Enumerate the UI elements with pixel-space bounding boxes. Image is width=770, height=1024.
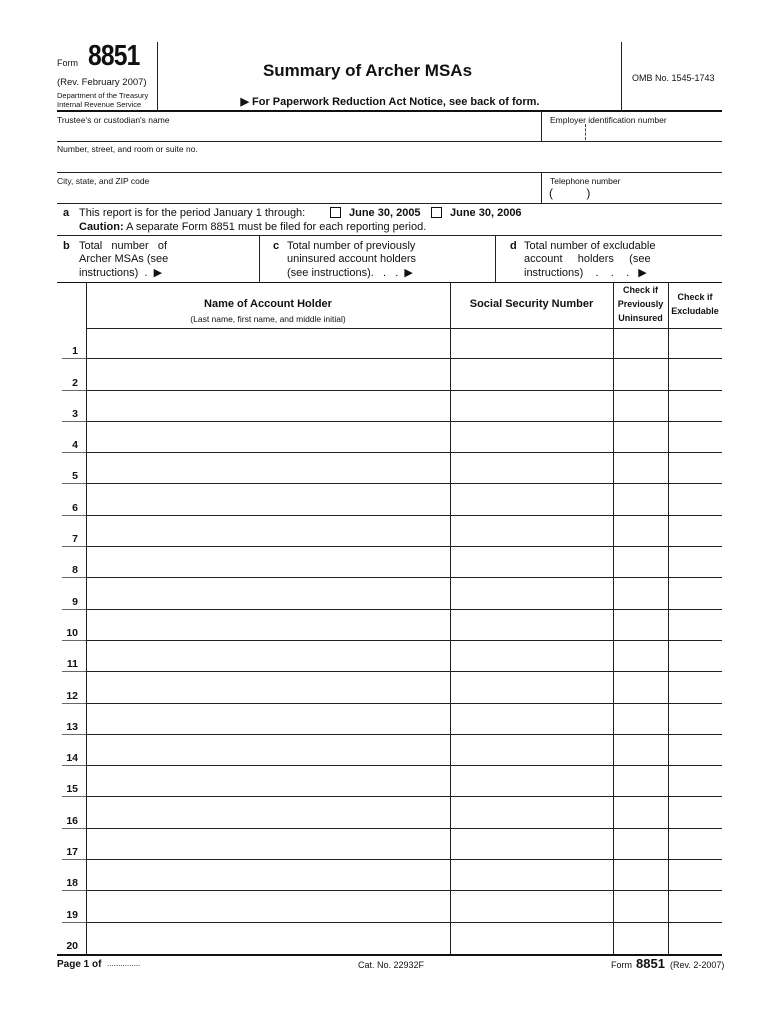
ssn-field[interactable] [450, 391, 613, 422]
previously-uninsured-checkbox[interactable] [613, 453, 668, 484]
catalog-number: Cat. No. 22932F [358, 960, 425, 970]
excludable-checkbox[interactable] [668, 516, 722, 547]
col-header-prev-1: Check if [622, 285, 658, 295]
omb-number: OMB No. 1545-1743 [632, 73, 715, 83]
row-number: 2 [72, 376, 78, 389]
account-holder-name-field[interactable] [86, 766, 450, 797]
ssn-field[interactable] [450, 359, 613, 390]
line-d-letter: d [510, 240, 517, 252]
row-number: 12 [66, 689, 78, 702]
ssn-field[interactable] [450, 547, 613, 578]
line-c-text-3: (see instructions). . . ▶ [287, 267, 413, 279]
ssn-field[interactable] [450, 328, 613, 359]
line-d-text-2: account holders (see [524, 253, 651, 265]
excludable-checkbox[interactable] [668, 798, 722, 829]
department-name: Department of the Treasury [57, 91, 149, 100]
footer-form-number: 8851 [636, 956, 665, 971]
col-header-prev-3: Uninsured [618, 313, 663, 323]
row-number: 1 [72, 345, 78, 358]
previously-uninsured-checkbox[interactable] [613, 798, 668, 829]
line-d-text-3: instructions) . . . ▶ [524, 267, 647, 279]
previously-uninsured-checkbox[interactable] [613, 422, 668, 453]
table-row [57, 516, 722, 547]
row-number: 7 [72, 533, 78, 546]
form-number: 8851 [88, 40, 140, 72]
table-row [57, 578, 722, 609]
ssn-field[interactable] [450, 422, 613, 453]
row-number: 19 [66, 908, 78, 921]
account-holder-name-field[interactable] [86, 422, 450, 453]
paperwork-notice: ▶ For Paperwork Reduction Act Notice, see back of form. [240, 96, 540, 108]
row-number: 3 [72, 407, 78, 420]
ein-field[interactable] [550, 126, 720, 140]
phone-label: Telephone number [550, 176, 621, 186]
excludable-checkbox[interactable] [668, 391, 722, 422]
excludable-checkbox[interactable] [668, 860, 722, 891]
table-row [57, 923, 722, 954]
account-holder-name-field[interactable] [86, 641, 450, 672]
previously-uninsured-checkbox[interactable] [613, 704, 668, 735]
previously-uninsured-checkbox[interactable] [613, 516, 668, 547]
city-label: City, state, and ZIP code [57, 176, 150, 186]
col-header-name-sub: (Last name, first name, and middle initial) [190, 314, 346, 324]
account-holder-name-field[interactable] [86, 891, 450, 922]
excludable-checkbox[interactable] [668, 891, 722, 922]
previously-uninsured-checkbox[interactable] [613, 391, 668, 422]
previously-uninsured-checkbox[interactable] [613, 891, 668, 922]
account-holder-name-field[interactable] [86, 485, 450, 516]
table-row [57, 672, 722, 703]
period-2006-label: June 30, 2006 [450, 207, 522, 219]
row-number: 11 [66, 658, 78, 671]
previously-uninsured-checkbox[interactable] [613, 359, 668, 390]
previously-uninsured-checkbox[interactable] [613, 485, 668, 516]
col-header-prev-2: Previously [617, 299, 664, 309]
form-revision: (Rev. February 2007) [57, 77, 147, 88]
row-number: 8 [72, 564, 78, 577]
caution-line [79, 221, 426, 233]
ein-label: Employer identification number [550, 115, 667, 125]
excludable-checkbox[interactable] [668, 829, 722, 860]
table-row [57, 391, 722, 422]
excludable-checkbox[interactable] [668, 735, 722, 766]
line-b-text-2: Archer MSAs (see [79, 253, 169, 265]
footer-form-word: Form [611, 960, 632, 970]
caution-text: A separate Form 8851 must be filed for each reporting period. [126, 221, 427, 233]
phone-field[interactable]: ( ) [549, 186, 591, 200]
table-row [57, 422, 722, 453]
table-row [57, 485, 722, 516]
table-row [57, 641, 722, 672]
table-row [57, 359, 722, 390]
table-row [57, 766, 722, 797]
ssn-field[interactable] [450, 891, 613, 922]
table-row [57, 891, 722, 922]
account-holder-name-field[interactable] [86, 829, 450, 860]
period-2005-checkbox[interactable] [330, 207, 341, 218]
row-number: 4 [72, 439, 78, 452]
col-header-name: Name of Account Holder [204, 298, 332, 310]
excludable-checkbox[interactable] [668, 704, 722, 735]
period-2005-label: June 30, 2005 [349, 207, 421, 219]
excludable-checkbox[interactable] [668, 485, 722, 516]
table-row [57, 829, 722, 860]
caution-label: Caution: [79, 221, 124, 233]
row-number: 5 [72, 470, 78, 483]
table-row [57, 798, 722, 829]
ssn-field[interactable] [450, 829, 613, 860]
previously-uninsured-checkbox[interactable] [613, 328, 668, 359]
account-holder-name-field[interactable] [86, 860, 450, 891]
previously-uninsured-checkbox[interactable] [613, 735, 668, 766]
line-c-text-2: uninsured account holders [287, 253, 417, 265]
account-holder-name-field[interactable] [86, 547, 450, 578]
previously-uninsured-checkbox[interactable] [613, 672, 668, 703]
line-d-input[interactable] [665, 236, 722, 282]
account-holder-name-field[interactable] [86, 359, 450, 390]
previously-uninsured-checkbox[interactable] [613, 578, 668, 609]
line-b-text-1: Total number of [79, 240, 168, 252]
previously-uninsured-checkbox[interactable] [613, 610, 668, 641]
city-field[interactable] [57, 188, 537, 202]
ssn-field[interactable] [450, 735, 613, 766]
ssn-field[interactable] [450, 704, 613, 735]
row-number: 6 [72, 501, 78, 514]
excludable-checkbox[interactable] [668, 766, 722, 797]
excludable-checkbox[interactable] [668, 578, 722, 609]
row-number: 17 [66, 846, 78, 859]
col-header-excl-2: Excludable [671, 306, 719, 316]
irs-name: Internal Revenue Service [57, 100, 142, 109]
footer-revision: (Rev. 2-2007) [670, 960, 725, 970]
ssn-field[interactable] [450, 453, 613, 484]
excludable-checkbox[interactable] [668, 422, 722, 453]
row-number: 20 [66, 939, 78, 952]
table-row [57, 735, 722, 766]
account-holder-name-field[interactable] [86, 453, 450, 484]
account-holder-name-field[interactable] [86, 516, 450, 547]
line-a-letter: a [63, 207, 70, 219]
previously-uninsured-checkbox[interactable] [613, 766, 668, 797]
account-holder-name-field[interactable] [86, 672, 450, 703]
page-total-field[interactable]: ............... [107, 959, 141, 968]
table-row [57, 328, 722, 359]
row-number: 14 [66, 752, 78, 765]
street-label: Number, street, and room or suite no. [57, 144, 198, 154]
excludable-checkbox[interactable] [668, 641, 722, 672]
previously-uninsured-checkbox[interactable] [613, 860, 668, 891]
account-holder-name-field[interactable] [86, 578, 450, 609]
line-c-text-1: Total number of previously [287, 240, 416, 252]
ssn-field[interactable] [450, 516, 613, 547]
row-number: 10 [66, 626, 78, 639]
account-holder-name-field[interactable] [86, 610, 450, 641]
excludable-checkbox[interactable] [668, 610, 722, 641]
line-b-input[interactable] [183, 236, 259, 282]
row-number: 13 [66, 720, 78, 733]
account-holder-name-field[interactable] [86, 798, 450, 829]
line-b-letter: b [63, 240, 70, 252]
trustee-field[interactable] [57, 126, 537, 140]
line-c-letter: c [273, 240, 280, 252]
line-a-text: This report is for the period January 1 through: [79, 207, 306, 219]
table-row [57, 453, 722, 484]
line-d-text-1: Total number of excludable [524, 240, 656, 252]
row-number: 15 [66, 783, 78, 796]
previously-uninsured-checkbox[interactable] [613, 923, 668, 954]
ssn-field[interactable] [450, 923, 613, 954]
ssn-field[interactable] [450, 766, 613, 797]
trustee-label: Trustee's or custodian's name [57, 115, 170, 125]
ssn-field[interactable] [450, 860, 613, 891]
row-number: 18 [66, 877, 78, 890]
ssn-field[interactable] [450, 798, 613, 829]
table-row [57, 547, 722, 578]
form-label: Form [57, 58, 78, 68]
ssn-field[interactable] [450, 641, 613, 672]
ssn-field[interactable] [450, 578, 613, 609]
line-b-text-3: instructions) . ▶ [79, 267, 163, 279]
street-field[interactable] [57, 156, 717, 170]
excludable-checkbox[interactable] [668, 359, 722, 390]
row-number: 16 [66, 814, 78, 827]
table-row [57, 860, 722, 891]
page-indicator: Page 1 of [57, 959, 102, 970]
period-2006-checkbox[interactable] [431, 207, 442, 218]
ssn-field[interactable] [450, 672, 613, 703]
previously-uninsured-checkbox[interactable] [613, 547, 668, 578]
col-header-excl-1: Check if [677, 292, 713, 302]
excludable-checkbox[interactable] [668, 328, 722, 359]
excludable-checkbox[interactable] [668, 453, 722, 484]
account-holder-name-field[interactable] [86, 704, 450, 735]
excludable-checkbox[interactable] [668, 923, 722, 954]
ssn-field[interactable] [450, 610, 613, 641]
ssn-field[interactable] [450, 485, 613, 516]
line-c-input[interactable] [432, 236, 495, 282]
previously-uninsured-checkbox[interactable] [613, 641, 668, 672]
account-holder-name-field[interactable] [86, 735, 450, 766]
account-holder-name-field[interactable] [86, 328, 450, 359]
excludable-checkbox[interactable] [668, 547, 722, 578]
account-holder-name-field[interactable] [86, 923, 450, 954]
previously-uninsured-checkbox[interactable] [613, 829, 668, 860]
form-title: Summary of Archer MSAs [262, 61, 473, 80]
col-header-ssn: Social Security Number [469, 298, 594, 310]
table-row [57, 704, 722, 735]
table-row [57, 610, 722, 641]
account-holder-name-field[interactable] [86, 391, 450, 422]
row-number: 9 [72, 595, 78, 608]
excludable-checkbox[interactable] [668, 672, 722, 703]
